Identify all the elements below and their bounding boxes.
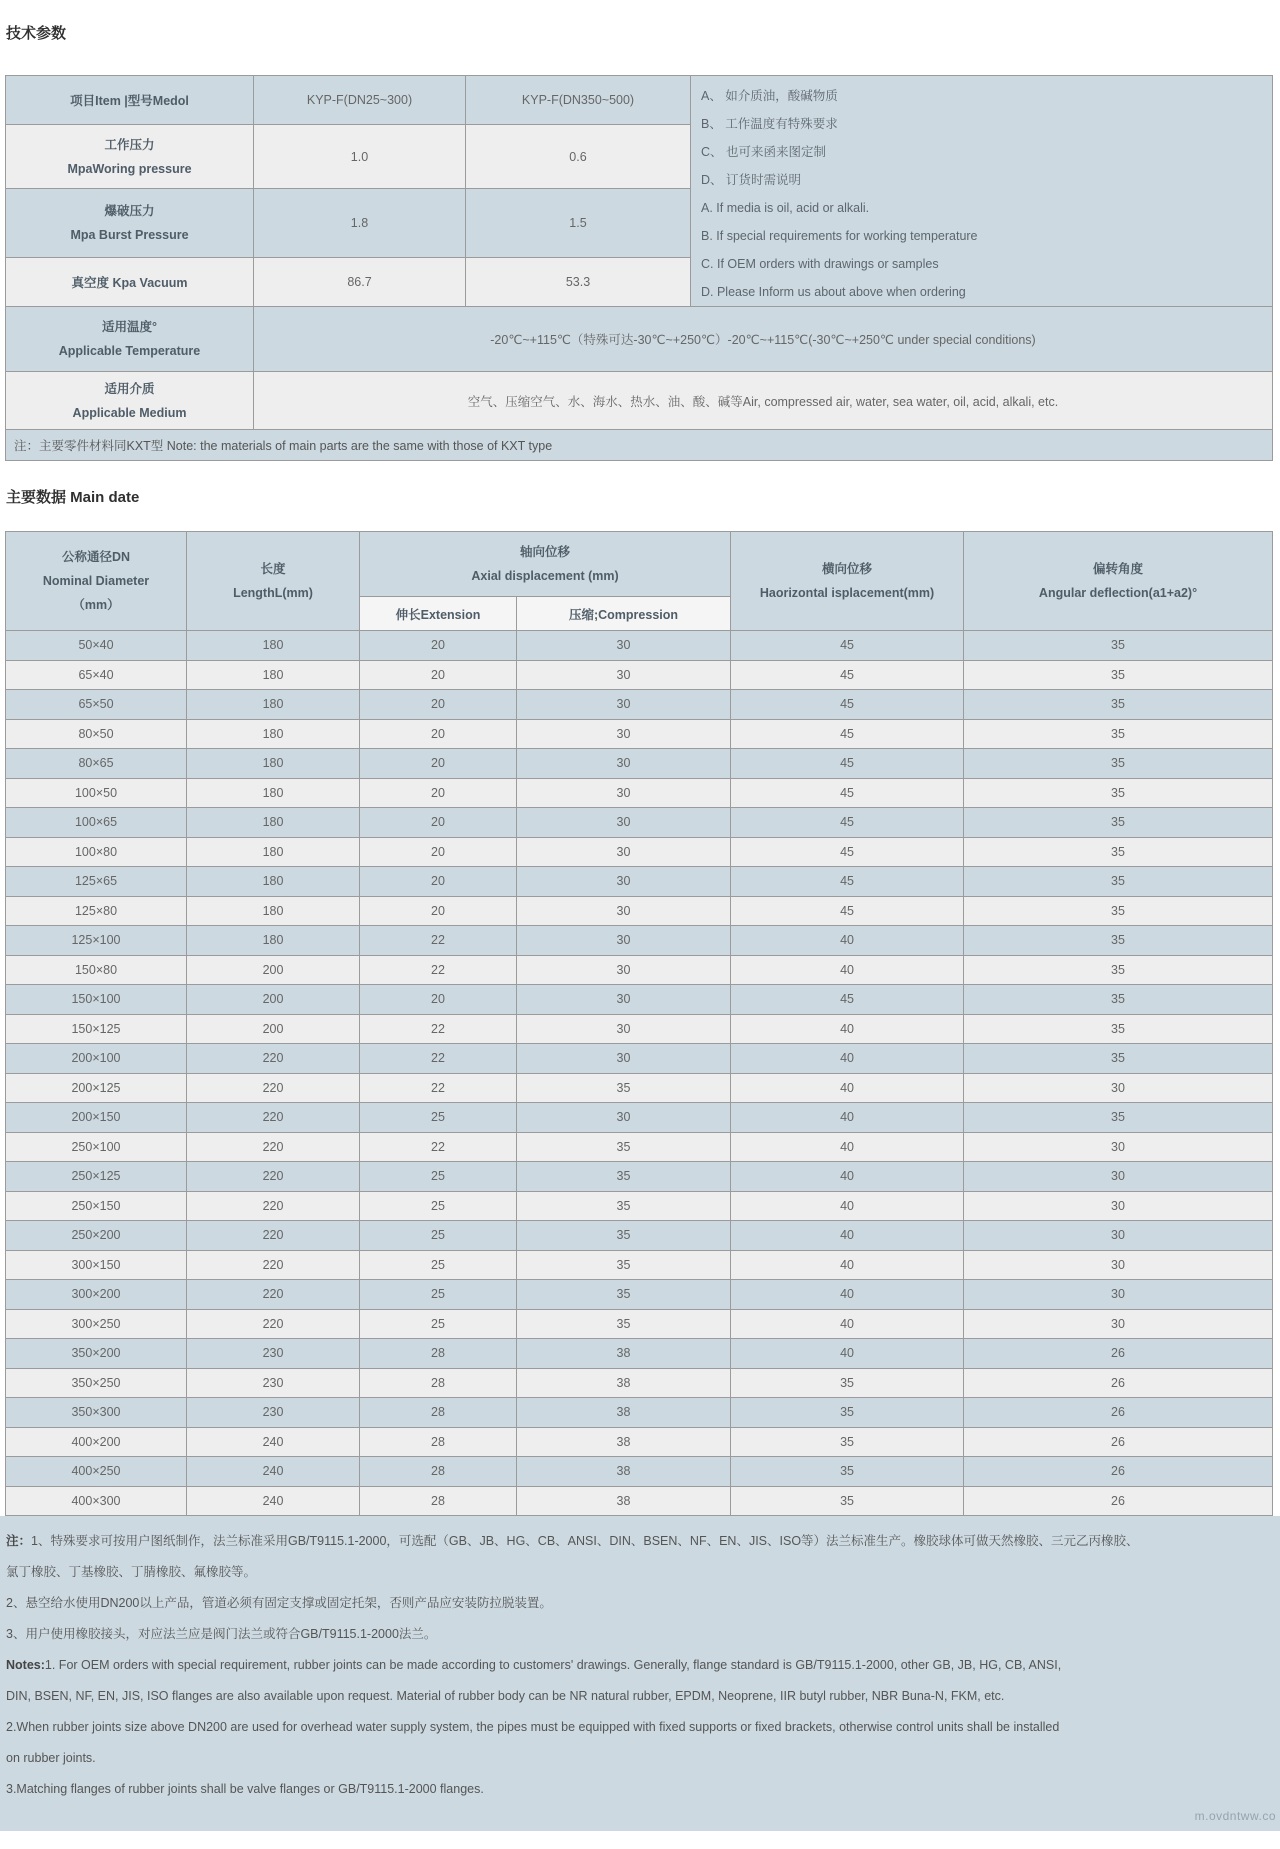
table-row <box>6 1457 1273 1487</box>
cell: 35 <box>731 1398 964 1428</box>
table-row <box>6 749 1273 779</box>
cell: 45 <box>731 896 964 926</box>
cell: 30 <box>964 1250 1273 1280</box>
cell: 30 <box>517 1014 731 1044</box>
cell: 22 <box>360 1044 517 1074</box>
cell: 200 <box>187 985 360 1015</box>
cell: 45 <box>731 749 964 779</box>
table-row <box>6 1427 1273 1457</box>
watermark: m.ovdntww.co <box>1194 1809 1276 1823</box>
header-angular-deflection-en: Angular deflection(a1+a2)° <box>1038 586 1198 600</box>
cell: 26 <box>964 1457 1273 1487</box>
cell: 26 <box>964 1398 1273 1428</box>
cell: 30 <box>517 1044 731 1074</box>
burst-pressure-label-cn: 爆破压力 <box>104 203 155 218</box>
table-row <box>6 1309 1273 1339</box>
table-row <box>6 1486 1273 1516</box>
cell: 30 <box>964 1073 1273 1103</box>
cell: 30 <box>964 1309 1273 1339</box>
table-row <box>6 1073 1273 1103</box>
cell: 30 <box>964 1280 1273 1310</box>
cell: 22 <box>360 1014 517 1044</box>
cell: 200×125 <box>6 1073 187 1103</box>
cell: 35 <box>964 837 1273 867</box>
cell: 35 <box>964 867 1273 897</box>
cell: 20 <box>360 896 517 926</box>
cell: 28 <box>360 1457 517 1487</box>
cell: 30 <box>964 1132 1273 1162</box>
header-angular-deflection <box>964 532 1273 631</box>
medium-value: 空气、压缩空气、水、海水、热水、油、酸、碱等Air, compressed air, water, sea water, oil, acid, alkali, etc. <box>254 372 1273 430</box>
table-row <box>6 690 1273 720</box>
cell: 220 <box>187 1103 360 1133</box>
side-note-line: C. If OEM orders with drawings or samples <box>701 257 939 271</box>
cell: 230 <box>187 1398 360 1428</box>
tech-footnote-row <box>6 430 1273 461</box>
cell: 180 <box>187 896 360 926</box>
working-pressure-label <box>6 125 254 189</box>
table-row <box>6 1280 1273 1310</box>
cell: 180 <box>187 867 360 897</box>
table-row <box>6 1339 1273 1369</box>
cell: 25 <box>360 1280 517 1310</box>
note-line: 3.Matching flanges of rubber joints shall be valve flanges or GB/T9115.1-2000 flanges. <box>6 1782 484 1796</box>
tech-header-model-1: KYP-F(DN25~300) <box>254 76 466 125</box>
cell: 22 <box>360 1132 517 1162</box>
vacuum-value-1: 86.7 <box>254 257 466 306</box>
table-row <box>6 808 1273 838</box>
table-row <box>6 719 1273 749</box>
vacuum-label: 真空度 Kpa Vacuum <box>6 257 254 306</box>
cell: 240 <box>187 1457 360 1487</box>
note-line: Notes:1. For OEM orders with special requirement, rubber joints can be made according to customers' drawings. Generally, flange standard is GB/T9115.1-2000, other GB, JB, HG, CB, ANSI, <box>6 1658 1062 1672</box>
side-notes-cell <box>691 76 1273 307</box>
cell: 35 <box>517 1162 731 1192</box>
cell: 40 <box>731 1044 964 1074</box>
note-line: on rubber joints. <box>6 1751 96 1765</box>
header-compression: 压缩;Compression <box>517 597 731 631</box>
cell: 30 <box>517 778 731 808</box>
cell: 180 <box>187 926 360 956</box>
cell: 230 <box>187 1368 360 1398</box>
burst-pressure-label-en: Mpa Burst Pressure <box>70 227 189 242</box>
bottom-notes <box>6 1526 1280 1805</box>
table-row <box>6 1221 1273 1251</box>
burst-pressure-value-2: 1.5 <box>466 188 691 257</box>
page <box>0 24 1280 1849</box>
cell: 35 <box>964 1044 1273 1074</box>
cell: 35 <box>964 1103 1273 1133</box>
medium-label-en: Applicable Medium <box>72 405 187 420</box>
table-row <box>6 778 1273 808</box>
cell: 38 <box>517 1398 731 1428</box>
vacuum-value-2: 53.3 <box>466 257 691 306</box>
cell: 30 <box>517 719 731 749</box>
cell: 220 <box>187 1044 360 1074</box>
side-note-line: B. If special requirements for working temperature <box>701 229 978 243</box>
temperature-label-cn: 适用温度° <box>102 320 157 334</box>
side-note-line: D. Please Inform us about above when ordering <box>701 285 966 299</box>
cell: 250×125 <box>6 1162 187 1192</box>
cell: 300×150 <box>6 1250 187 1280</box>
cell: 40 <box>731 1309 964 1339</box>
cell: 35 <box>964 955 1273 985</box>
medium-label-cn: 适用介质 <box>104 381 155 396</box>
cell: 20 <box>360 719 517 749</box>
cell: 20 <box>360 808 517 838</box>
cell: 25 <box>360 1191 517 1221</box>
cell: 30 <box>517 749 731 779</box>
main-header-row-1 <box>6 532 1273 597</box>
cell: 45 <box>731 778 964 808</box>
temperature-value: -20℃~+115℃（特殊可达-30℃~+250℃）-20℃~+115℃(-30℃~+250℃ under special conditions) <box>254 307 1273 372</box>
cell: 22 <box>360 926 517 956</box>
side-note-line: A、 如介质油，酸碱物质 <box>701 89 838 103</box>
cell: 30 <box>517 867 731 897</box>
note-line: 2、悬空给水使用DN200以上产品，管道必须有固定支撑或固定托架，否则产品应安装防拉脱装置。 <box>6 1596 552 1610</box>
cell: 300×200 <box>6 1280 187 1310</box>
cell: 30 <box>517 690 731 720</box>
cell: 220 <box>187 1162 360 1192</box>
cell: 220 <box>187 1132 360 1162</box>
cell: 30 <box>517 631 731 661</box>
tech-parameters-table <box>5 75 1273 461</box>
cell: 30 <box>517 837 731 867</box>
temperature-label <box>6 307 254 372</box>
cell: 45 <box>731 719 964 749</box>
header-horizontal-displacement-en: Haorizontal isplacement(mm) <box>759 586 935 600</box>
cell: 35 <box>517 1191 731 1221</box>
cell: 26 <box>964 1486 1273 1516</box>
cell: 45 <box>731 867 964 897</box>
cell: 150×80 <box>6 955 187 985</box>
cell: 25 <box>360 1162 517 1192</box>
cell: 80×65 <box>6 749 187 779</box>
cell: 28 <box>360 1398 517 1428</box>
cell: 350×250 <box>6 1368 187 1398</box>
table-row <box>6 660 1273 690</box>
cell: 80×50 <box>6 719 187 749</box>
cell: 35 <box>517 1250 731 1280</box>
cell: 20 <box>360 749 517 779</box>
cell: 26 <box>964 1339 1273 1369</box>
cell: 28 <box>360 1368 517 1398</box>
cell: 40 <box>731 1221 964 1251</box>
cell: 30 <box>964 1221 1273 1251</box>
table-row <box>6 926 1273 956</box>
header-axial-displacement-cn: 轴向位移 <box>520 545 571 559</box>
cell: 180 <box>187 808 360 838</box>
cell: 220 <box>187 1221 360 1251</box>
note-line: 3、用户使用橡胶接头，对应法兰应是阀门法兰或符合GB/T9115.1-2000法兰。 <box>6 1627 437 1641</box>
medium-label <box>6 372 254 430</box>
header-axial-displacement <box>360 532 731 597</box>
cell: 125×80 <box>6 896 187 926</box>
cell: 50×40 <box>6 631 187 661</box>
cell: 350×300 <box>6 1398 187 1428</box>
cell: 20 <box>360 837 517 867</box>
cell: 30 <box>517 660 731 690</box>
tech-header-item: 项目Item |型号Medol <box>6 76 254 125</box>
temperature-row <box>6 307 1273 372</box>
cell: 40 <box>731 955 964 985</box>
cell: 200 <box>187 1014 360 1044</box>
cell: 30 <box>517 1103 731 1133</box>
cell: 26 <box>964 1427 1273 1457</box>
header-length-en: LengthL(mm) <box>233 586 313 600</box>
table-row <box>6 1191 1273 1221</box>
cell: 35 <box>731 1486 964 1516</box>
cell: 40 <box>731 1014 964 1044</box>
cell: 45 <box>731 837 964 867</box>
working-pressure-value-1: 1.0 <box>254 125 466 189</box>
cell: 40 <box>731 1191 964 1221</box>
cell: 400×300 <box>6 1486 187 1516</box>
header-length <box>187 532 360 631</box>
cell: 220 <box>187 1191 360 1221</box>
table-row <box>6 631 1273 661</box>
temperature-label-en: Applicable Temperature <box>58 344 201 358</box>
cell: 35 <box>731 1457 964 1487</box>
cell: 125×65 <box>6 867 187 897</box>
cell: 65×40 <box>6 660 187 690</box>
medium-row <box>6 372 1273 430</box>
main-data-table <box>5 531 1273 1516</box>
cell: 25 <box>360 1250 517 1280</box>
cell: 35 <box>964 985 1273 1015</box>
cell: 30 <box>517 985 731 1015</box>
cell: 35 <box>517 1221 731 1251</box>
cell: 22 <box>360 1073 517 1103</box>
cell: 350×200 <box>6 1339 187 1369</box>
table-row <box>6 896 1273 926</box>
cell: 38 <box>517 1457 731 1487</box>
cell: 200 <box>187 955 360 985</box>
cell: 25 <box>360 1221 517 1251</box>
cell: 100×50 <box>6 778 187 808</box>
cell: 35 <box>731 1368 964 1398</box>
side-note-line: B、 工作温度有特殊要求 <box>701 117 838 131</box>
header-horizontal-displacement <box>731 532 964 631</box>
cell: 180 <box>187 778 360 808</box>
table-row <box>6 1014 1273 1044</box>
cell: 35 <box>731 1427 964 1457</box>
table-row <box>6 837 1273 867</box>
cell: 40 <box>731 1339 964 1369</box>
table-row <box>6 1044 1273 1074</box>
working-pressure-value-2: 0.6 <box>466 125 691 189</box>
cell: 35 <box>964 1014 1273 1044</box>
cell: 30 <box>517 808 731 838</box>
tech-footnote: 注：主要零件材料同KXT型 Note: the materials of main parts are the same with those of KXT type <box>6 430 1273 461</box>
cell: 150×100 <box>6 985 187 1015</box>
cell: 45 <box>731 690 964 720</box>
tech-parameters-title: 技术参数 <box>6 25 67 42</box>
cell: 200×100 <box>6 1044 187 1074</box>
cell: 28 <box>360 1427 517 1457</box>
cell: 40 <box>731 1073 964 1103</box>
table-row <box>6 1162 1273 1192</box>
cell: 180 <box>187 749 360 779</box>
table-row <box>6 1398 1273 1428</box>
cell: 35 <box>964 808 1273 838</box>
cell: 40 <box>731 1162 964 1192</box>
table-row <box>6 1103 1273 1133</box>
cell: 35 <box>964 719 1273 749</box>
header-nominal-diameter-unit: （mm） <box>72 598 120 612</box>
side-note-line: C、 也可来函来图定制 <box>701 145 827 159</box>
cell: 35 <box>517 1132 731 1162</box>
cell: 180 <box>187 719 360 749</box>
cell: 125×100 <box>6 926 187 956</box>
cell: 35 <box>964 778 1273 808</box>
cell: 25 <box>360 1309 517 1339</box>
cell: 38 <box>517 1486 731 1516</box>
side-note-line: D、 订货时需说明 <box>701 173 802 187</box>
cell: 40 <box>731 1103 964 1133</box>
cell: 30 <box>517 896 731 926</box>
cell: 30 <box>964 1191 1273 1221</box>
cell: 38 <box>517 1339 731 1369</box>
header-horizontal-displacement-cn: 横向位移 <box>822 562 873 576</box>
cell: 400×250 <box>6 1457 187 1487</box>
cell: 35 <box>964 631 1273 661</box>
note-line: 2.When rubber joints size above DN200 are used for overhead water supply system, the pipes must be equipped with fixed supports or fixed brackets, otherwise control units shall be installed <box>6 1720 1060 1734</box>
cell: 45 <box>731 631 964 661</box>
cell: 35 <box>517 1073 731 1103</box>
cell: 20 <box>360 660 517 690</box>
table-row <box>6 1250 1273 1280</box>
header-nominal-diameter-en: Nominal Diameter <box>42 574 150 588</box>
cell: 250×200 <box>6 1221 187 1251</box>
cell: 35 <box>517 1309 731 1339</box>
main-table-body <box>6 631 1273 1516</box>
cell: 180 <box>187 660 360 690</box>
cell: 240 <box>187 1486 360 1516</box>
cell: 220 <box>187 1250 360 1280</box>
cell: 30 <box>964 1162 1273 1192</box>
note-line: 注：1、特殊要求可按用户图纸制作，法兰标准采用GB/T9115.1-2000，可选配（GB、JB、HG、CB、ANSI、DIN、BSEN、NF、EN、JIS、ISO等）法兰标准生产。橡胶球体可做天然橡胶、三元乙丙橡胶、 <box>6 1534 1139 1548</box>
cell: 240 <box>187 1427 360 1457</box>
table-row <box>6 867 1273 897</box>
cell: 28 <box>360 1339 517 1369</box>
working-pressure-label-cn: 工作压力 <box>104 137 155 152</box>
cell: 28 <box>360 1486 517 1516</box>
note-line: DIN, BSEN, NF, EN, JIS, ISO flanges are also available upon request. Material of rubber body can be NR natural rubber, EPDM, Neoprene, IIR butyl rubber, NBR Buna-N, FKM, etc. <box>6 1689 1005 1703</box>
cell: 45 <box>731 808 964 838</box>
cell: 35 <box>964 749 1273 779</box>
burst-pressure-label <box>6 188 254 257</box>
note-line: 氯丁橡胶、丁基橡胶、丁腈橡胶、氟橡胶等。 <box>6 1565 257 1579</box>
header-nominal-diameter-cn: 公称通径DN <box>61 550 131 564</box>
working-pressure-label-en: MpaWoring pressure <box>67 161 192 176</box>
header-angular-deflection-cn: 偏转角度 <box>1093 562 1144 576</box>
cell: 30 <box>517 926 731 956</box>
cell: 20 <box>360 631 517 661</box>
cell: 100×80 <box>6 837 187 867</box>
side-note-line: A. If media is oil, acid or alkali. <box>701 201 870 215</box>
cell: 65×50 <box>6 690 187 720</box>
cell: 220 <box>187 1309 360 1339</box>
cell: 26 <box>964 1368 1273 1398</box>
tech-header-model-2: KYP-F(DN350~500) <box>466 76 691 125</box>
table-row <box>6 985 1273 1015</box>
cell: 300×250 <box>6 1309 187 1339</box>
cell: 150×125 <box>6 1014 187 1044</box>
cell: 200×150 <box>6 1103 187 1133</box>
bottom-notes-section <box>0 1516 1280 1831</box>
cell: 35 <box>517 1280 731 1310</box>
cell: 20 <box>360 867 517 897</box>
cell: 180 <box>187 690 360 720</box>
cell: 25 <box>360 1103 517 1133</box>
header-extension: 伸长Extension <box>360 597 517 631</box>
cell: 180 <box>187 631 360 661</box>
cell: 45 <box>731 985 964 1015</box>
cell: 35 <box>964 896 1273 926</box>
cell: 180 <box>187 837 360 867</box>
cell: 20 <box>360 985 517 1015</box>
burst-pressure-value-1: 1.8 <box>254 188 466 257</box>
cell: 38 <box>517 1368 731 1398</box>
cell: 400×200 <box>6 1427 187 1457</box>
cell: 20 <box>360 778 517 808</box>
cell: 100×65 <box>6 808 187 838</box>
cell: 40 <box>731 926 964 956</box>
cell: 45 <box>731 660 964 690</box>
cell: 35 <box>964 926 1273 956</box>
cell: 35 <box>964 690 1273 720</box>
table-row <box>6 955 1273 985</box>
cell: 250×100 <box>6 1132 187 1162</box>
table-row <box>6 1132 1273 1162</box>
header-nominal-diameter <box>6 532 187 631</box>
cell: 38 <box>517 1427 731 1457</box>
header-length-cn: 长度 <box>260 562 286 576</box>
tech-header-row <box>6 76 1273 125</box>
cell: 230 <box>187 1339 360 1369</box>
cell: 40 <box>731 1280 964 1310</box>
cell: 30 <box>517 955 731 985</box>
cell: 40 <box>731 1250 964 1280</box>
cell: 220 <box>187 1280 360 1310</box>
header-axial-displacement-en: Axial displacement (mm) <box>471 569 619 583</box>
main-data-title: 主要数据 Main date <box>6 489 140 506</box>
table-row <box>6 1368 1273 1398</box>
cell: 220 <box>187 1073 360 1103</box>
cell: 20 <box>360 690 517 720</box>
cell: 40 <box>731 1132 964 1162</box>
cell: 22 <box>360 955 517 985</box>
cell: 250×150 <box>6 1191 187 1221</box>
cell: 35 <box>964 660 1273 690</box>
